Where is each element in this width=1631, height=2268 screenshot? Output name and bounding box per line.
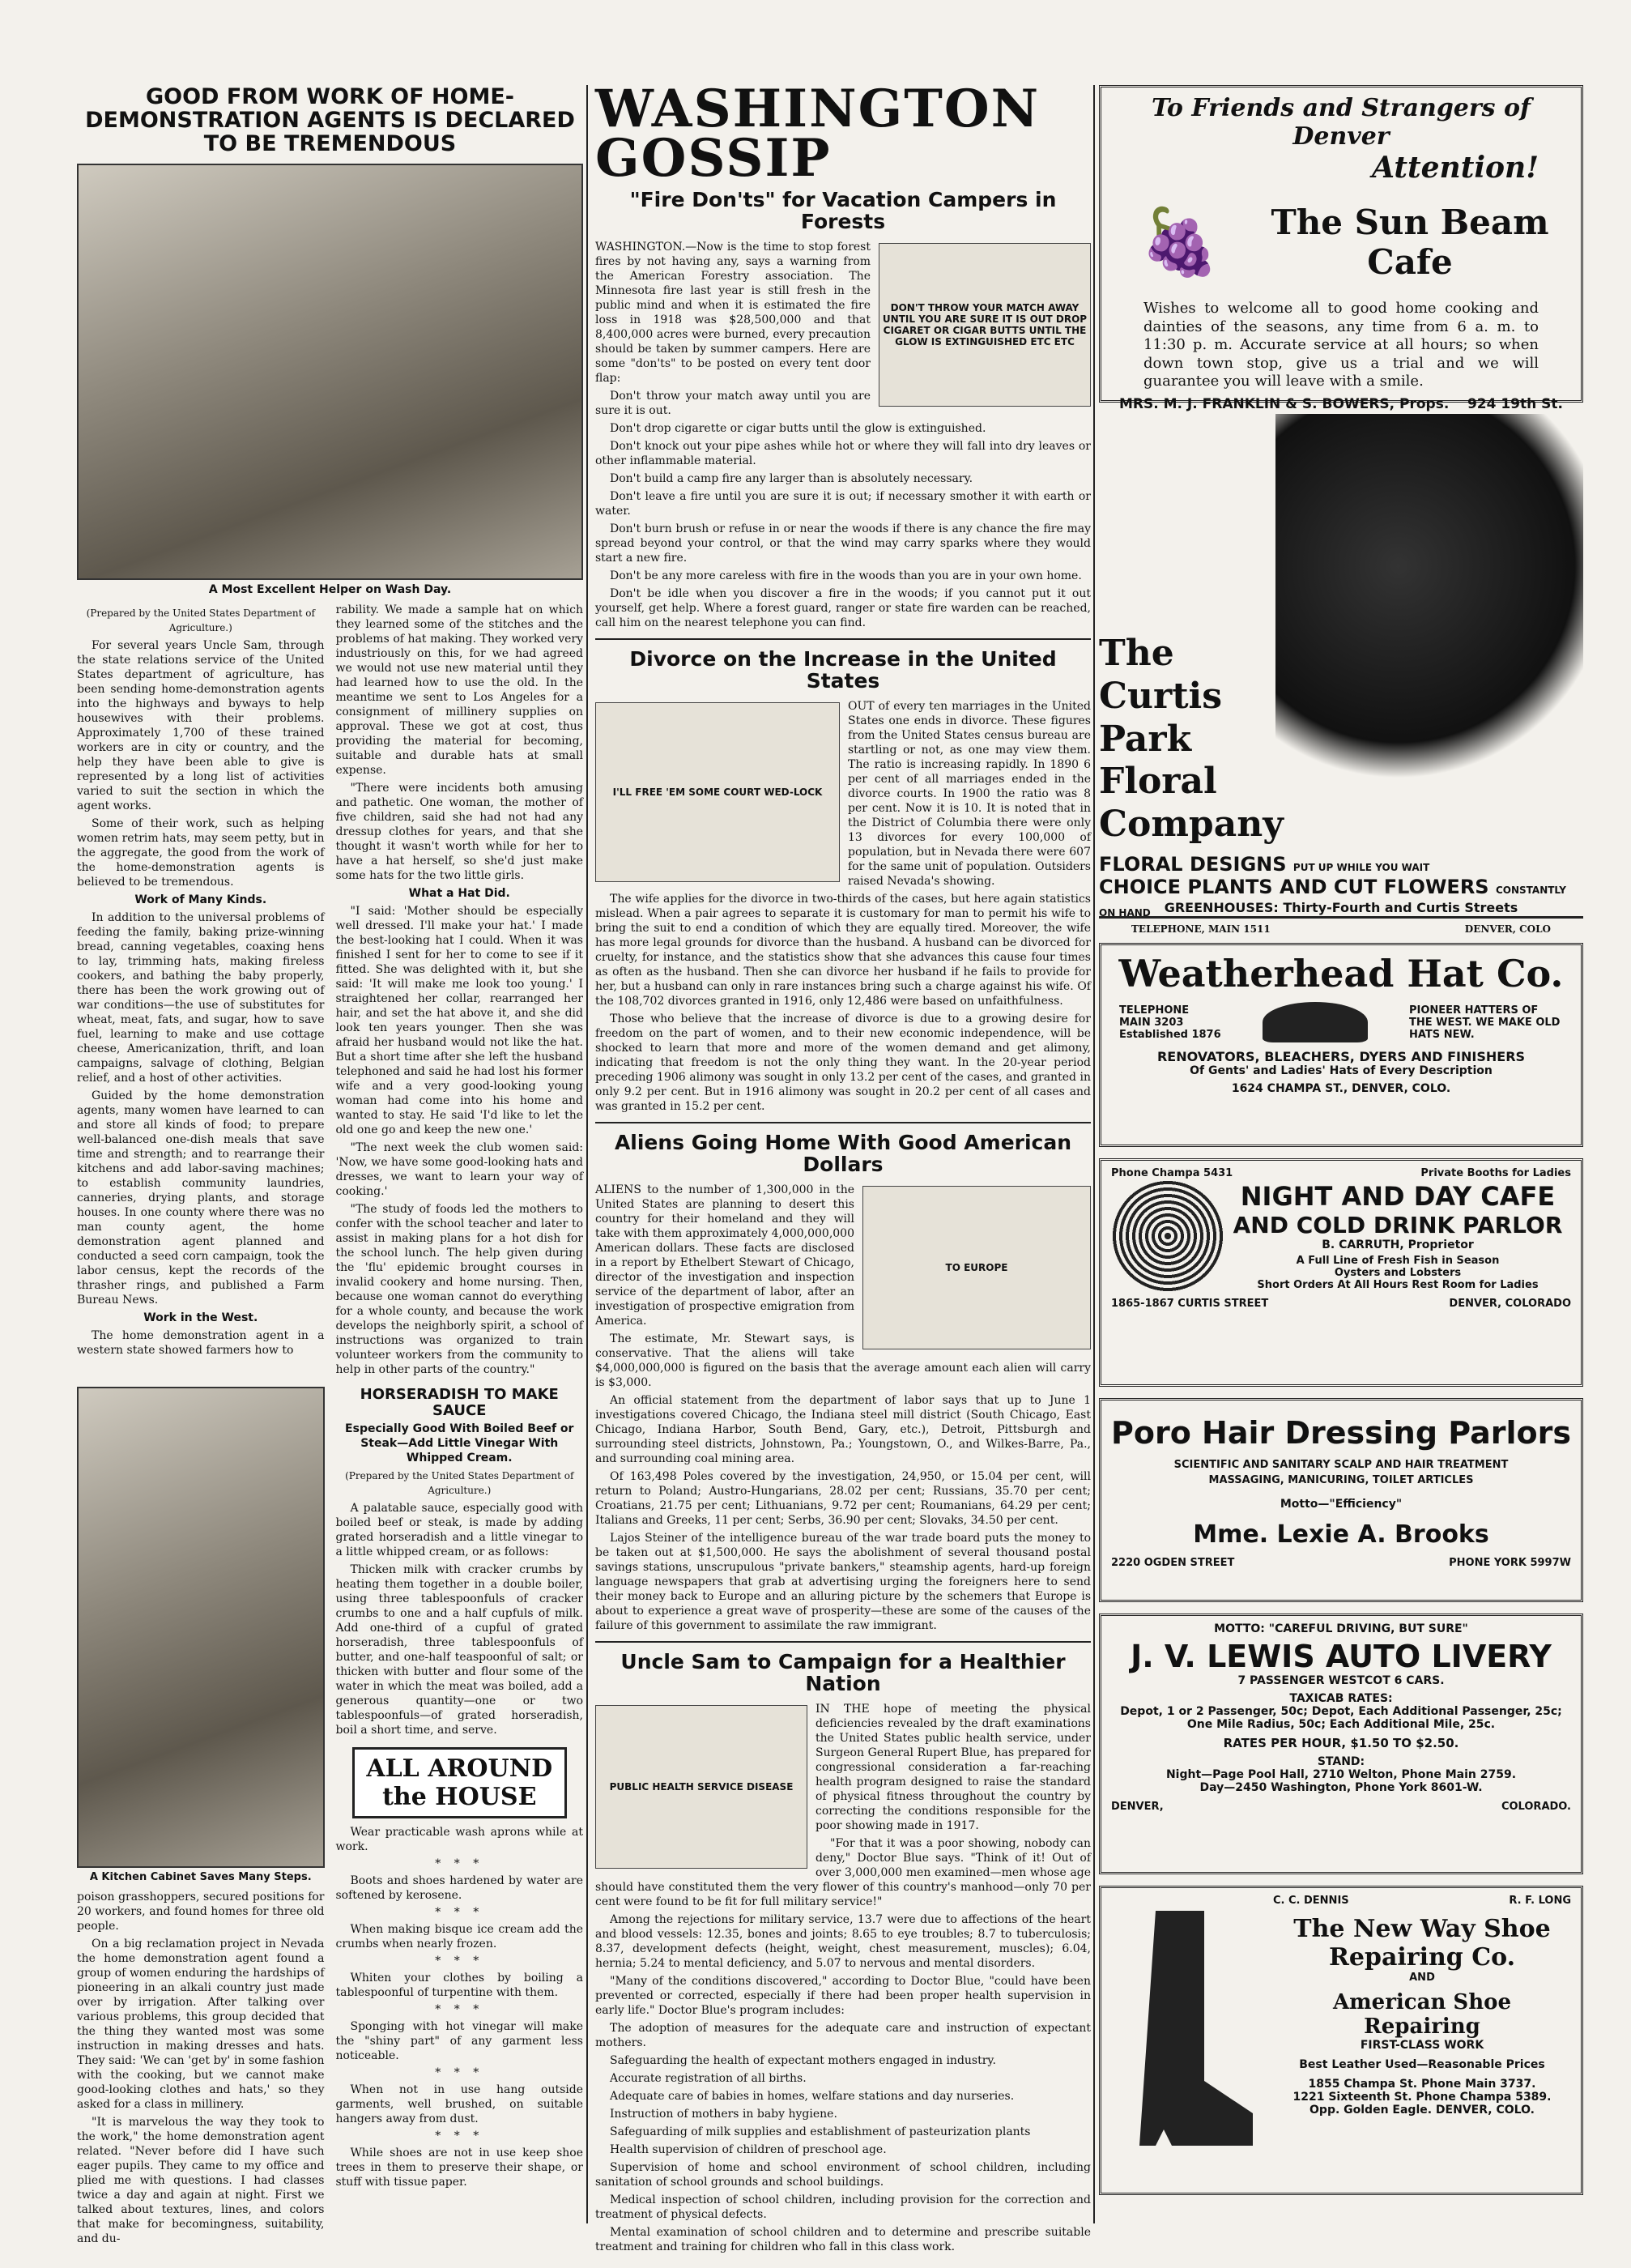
article-body	[77, 603, 583, 1380]
ad-name: Park	[1099, 718, 1192, 760]
boot-icon	[1111, 1895, 1273, 2170]
ad-lewis-auto-livery	[1099, 1614, 1583, 1874]
paragraph: Don't throw your match away until you are sure it is out.	[595, 389, 871, 417]
horseradish-title: HORSERADISH TO MAKE SAUCE	[360, 1386, 559, 1419]
section-rule	[595, 638, 1091, 640]
headline: GOOD FROM WORK OF HOME-DEMONSTRATION AGENTS IS DECLARED TO BE TREMENDOUS	[85, 84, 575, 157]
tip: While shoes are not in use keep shoe trees in them to preserve their shape, or stuff with tissue paper.	[335, 2146, 583, 2189]
ad-name: The	[1099, 633, 1174, 674]
paragraph: Of 163,498 Poles covered by the investigation, 24,950, or 15.04 per cent, will return to Poland; Austro-Hungarians, 28.02 per cent; Russians, 35.70 per cent; Croatians, 21.75 per cent; Lithuanians, 9.72 per cent; Roumanians, 64.29 per cent; Italians and Greeks, 11 per cent; Serbs, 36.90 per cent; Slovaks, 34.50 per cent.	[595, 1469, 1091, 1527]
ad-line: Oysters and Lobsters	[1334, 1267, 1462, 1279]
list-item: Accurate registration of all births.	[610, 2071, 807, 2085]
section-rule	[595, 1122, 1091, 1123]
photo-kitchen-cabinet	[77, 1387, 325, 1868]
ad-name: Weatherhead Hat Co.	[1118, 952, 1564, 995]
ad-poro-hair	[1099, 1398, 1583, 1602]
ad-line: PUT UP WHILE YOU WAIT	[1292, 862, 1430, 873]
ad-line: To Friends and Strangers of Denver	[1152, 94, 1531, 151]
divider: * * *	[435, 1906, 484, 1920]
ad-line: R. F. LONG	[1509, 1895, 1571, 1907]
ad-line: MRS. M. J. FRANKLIN & S. BOWERS, Props.	[1119, 395, 1450, 412]
credit: (Prepared by the United States Department of Agriculture.)	[86, 608, 315, 634]
paragraph: Lajos Steiner of the intelligence bureau of the war trade board puts the money to be taken out at $1,500,000. He says the abolishment of several thousand postal savings stations, unscrupulous "private bankers," steamship agents, hard-up foreign language newspapers that grab at advertising urging the foreigners here to send their money back to Europe and an alluring picture by the schemers that Europe is about to experience a great wave of prosperity—these are some of the causes of the failure of this government to assimilate the raw immigrant.	[595, 1531, 1091, 1632]
section-title: Divorce on the Increase in the United States	[629, 646, 1057, 693]
ad-curtis-park-floral	[1099, 414, 1583, 919]
list-item: Medical inspection of school children, including provision for the correction and treatment of physical defects.	[595, 2193, 1091, 2221]
ad-line: 1221 Sixteenth St. Phone Champa 5389.	[1292, 2091, 1552, 2104]
ad-line: 924 19th St.	[1467, 395, 1563, 412]
subhead: Work in the West.	[143, 1311, 258, 1325]
paragraph: ALIENS to the number of 1,300,000 in the United States are planning to desert this country for their homeland and they will take with them approximately 4,000,000,000 American dollars. These facts are disclosed in a report by Ethelbert Stewart of Chicago, director of the investigation and inspection service of the department of labor, after an investigation of prospective emigration from America.	[595, 1183, 854, 1328]
divider: * * *	[435, 1955, 484, 1968]
all-around-house-banner: ALL AROUND the HOUSE	[352, 1747, 568, 1818]
ad-line: Motto—"Efficiency"	[1280, 1498, 1403, 1511]
ad-line: FIRST-CLASS WORK	[1360, 2039, 1484, 2052]
list-item: Supervision of home and school environment of school children, including sanitation of school grounds and school buildings.	[595, 2160, 1091, 2189]
paragraph: Don't be idle when you discover a fire in the woods; if you cannot put it out yourself, get help. Where a forest guard, ranger or state fire warden can be reached, call him on the nearest telephone you can find.	[595, 586, 1091, 629]
ad-line: Attention!	[1372, 151, 1539, 185]
column-washington-gossip	[595, 79, 1091, 2257]
photo-caption: A Kitchen Cabinet Saves Many Steps.	[89, 1871, 312, 1884]
ad-name: The Sun Beam	[1271, 202, 1549, 242]
paragraph: Those who believe that the increase of divorce is due to a growing desire for freedom on the part of women, and to their new economic independence, will be shocked to learn that more and more of the women demand and get alimony, indicating that freedom is not the only thing they want. In the 20-year period preceding 1906 alimony was sought in only 13.2 per cent of the cases, and granted in only 9.2 per cent. But in 1916 alimony was sought in 20.2 per cent of all cases and was granted in 15.2 per cent.	[595, 1012, 1091, 1113]
ad-name: Company	[1099, 804, 1284, 846]
ad-line: 7 PASSENGER WESTCOT 6 CARS.	[1237, 1674, 1445, 1687]
divider: * * *	[435, 2129, 484, 2143]
tip: Whiten your clothes by boiling a tablespoonful of turpentine with them.	[335, 1972, 583, 2000]
section-title: Uncle Sam to Campaign for a Healthier Nation	[620, 1649, 1066, 1696]
flower-icon	[1275, 414, 1583, 795]
subhead: What a Hat Did.	[408, 887, 510, 901]
photo-caption: A Most Excellent Helper on Wash Day.	[208, 583, 452, 597]
paragraph: poison grasshoppers, secured positions for 20 workers, and found homes for three old people.	[77, 1891, 325, 1933]
ad-line: B. CARRUTH, Proprietor	[1322, 1238, 1474, 1251]
ad-line: AND	[1409, 1972, 1435, 1984]
paragraph: "There were incidents both amusing and pathetic. One woman, the mother of five children, said she had not had any dressup clothes for years, and that she thought it wasn't worth while for her to have a hat herself, so she'd just make some hats for the two little girls.	[335, 782, 583, 883]
list-item: Adequate care of babies in homes, welfare stations and day nurseries.	[610, 2089, 1015, 2103]
cartoon-divorce: I'LL FREE 'EM SOME COURT WED-LOCK	[595, 702, 840, 882]
ad-body: Wishes to welcome all to good home cooking and dainties of the seasons, any time from 6 a. m. to 11:30 p. m. Accurate service at all hours; so when down town stop, give us a trial and we will guarantee you will leave with a smile.	[1143, 300, 1539, 390]
section-rule	[595, 1641, 1091, 1643]
tip: When not in use hang outside garments, well brushed, on suitable hangers away from dust.	[335, 2083, 583, 2126]
ad-new-way-shoe	[1099, 1886, 1583, 2195]
list-item: Health supervision of children of preschool age.	[610, 2142, 887, 2156]
ad-line: MOTTO: "CAREFUL DRIVING, BUT SURE"	[1214, 1622, 1468, 1635]
paragraph: Don't leave a fire until you are sure it is out; if necessary smother it with earth or water.	[595, 489, 1091, 518]
divider: * * *	[435, 2003, 484, 2017]
subhead: Especially Good With Boiled Beef or Steak—Add Little Vinegar With Whipped Cream.	[345, 1422, 574, 1465]
ad-line: PIONEER HATTERS OF THE WEST. WE MAKE OLD HATS NEW.	[1409, 1004, 1561, 1041]
paragraph: Don't be any more careless with fire in the woods than you are in your own home.	[610, 569, 1082, 582]
list-item: Instruction of mothers in baby hygiene.	[610, 2107, 837, 2121]
ad-name: Repairing Co.	[1328, 1943, 1516, 1972]
paragraph: A palatable sauce, especially good with boiled beef or steak, is made by adding grated horseradish and a little vinegar to a little whipped cream, or as follows:	[335, 1502, 583, 1559]
ornament-icon	[1111, 1179, 1224, 1293]
ad-line: A Full Line of Fresh Fish in Season	[1296, 1255, 1500, 1267]
ad-line: PHONE YORK 5997W	[1449, 1557, 1571, 1569]
ad-line: Phone Champa 5431	[1111, 1167, 1233, 1179]
ad-line: Night—Page Pool Hall, 2710 Welton, Phone Main 2759.	[1165, 1768, 1517, 1781]
ad-name: Mme. Lexie A. Brooks	[1193, 1520, 1489, 1549]
paragraph: The home demonstration agent in a western state showed farmers how to	[77, 1329, 325, 1358]
ad-name: American Shoe Repairing	[1333, 1990, 1511, 2039]
ad-night-and-day-cafe	[1099, 1158, 1583, 1387]
ad-line: COLORADO.	[1501, 1801, 1571, 1813]
ad-line: MASSAGING, MANICURING, TOILET ARTICLES	[1208, 1474, 1474, 1486]
ad-line: RATES PER HOUR, $1.50 TO $2.50.	[1223, 1736, 1459, 1750]
paragraph: "I said: 'Mother should be especially well dressed. I'll make your hat.' I made the best-looking hat I could. When it was finished I sent for her to come to see if it fitted. She was delighted with it, but she said: 'It will make me look too young.' I straightened her collar, rearranged her hair, and set the hat above it, and she did look ten years younger. Then she was afraid her husband would not like the hat. But a short time after she left the husband telephoned and said he had lost his former wife and a very good-looking young woman had come into his home and wanted to stay. He said 'I'd like to let the old one go and keep the new one.'	[335, 905, 583, 1137]
ad-name: Floral	[1099, 761, 1217, 803]
paragraph: rability. We made a sample hat on which they learned some of the stitches and the problems of hat making. They worked very industriously on this, for we had agreed we would not use new material until they had learned how to use the old. In the meantime we sent to Los Angeles for a consignment of millinery supplies on approval. These we got at cost, thus providing the material for becoming, suitable and durable hats at small expense.	[335, 603, 583, 778]
column-rule	[586, 85, 588, 2223]
paragraph: In addition to the universal problems of feeding the family, baking prize-winning bread, canning vegetables, coaxing hens to lay, trimming hats, making fireless cookers, and bathing the baby properly, there has been the work growing out of war conditions—the use of substitutes for wheat, meat, fats, and sugar, how to save fuel, learning to make and use cottage cheese, Americanization, thrift, and loan campaigns, salvage of clothing, Belgian relief, and a host of other activities.	[77, 911, 325, 1085]
tip: Wear practicable wash aprons while at work.	[335, 1826, 583, 1854]
ad-line: GREENHOUSES: Thirty-Fourth and Curtis Streets	[1164, 900, 1518, 915]
ad-line: Established 1876	[1119, 1028, 1221, 1041]
paragraph: OUT of every ten marriages in the United States one ends in divorce. These figures from the United States census bureau are startling or not, as one may view them. The ratio is increasing rapidly. In 1890 6 per cent of all marriages ended in the divorce courts. In 1900 the ratio was 8 per cent. Now it is 10. It is noted that in the District of Columbia there were only 13 divorces for every 100,000 of population, but in Nevada there were 607 for the same unit of population. Outsiders raised Nevada's showing.	[848, 699, 1091, 888]
fruit-bowl-icon: 🍇	[1139, 204, 1220, 279]
cartoon-fire-donts: DON'T THROW YOUR MATCH AWAY UNTIL YOU ARE SURE IT IS OUT DROP CIGARET OR CIGAR BUTTS UNTIL THE GLOW IS EXTINGUISHED ETC ETC	[879, 243, 1091, 407]
ad-line: TELEPHONE, MAIN 1511	[1131, 923, 1271, 935]
paragraph: For several years Uncle Sam, through the state relations service of the United States department of agriculture, has been sending home-demonstration agents into the highways and byways to help housewives with their problems. Approximately 1,700 of these trained workers are in city or country, and the help they have been able to give is represented by a long list of activities varied to suit the section in which the agent works.	[77, 639, 325, 813]
ad-line: Private Booths for Ladies	[1420, 1167, 1571, 1179]
tip: When making bisque ice cream add the crumbs when nearly frozen.	[335, 1923, 583, 1951]
tip: Sponging with hot vinegar will make the "shiny part" of any garment less noticeable.	[335, 2020, 583, 2063]
ad-line: C. C. DENNIS	[1273, 1895, 1349, 1907]
paragraph: On a big reclamation project in Nevada the home demonstration agent found a group of women enduring the hardships of pioneering in an alkali country just made over by irrigation. After talking over various problems, this group decided that the thing they wanted most was some instruction in making dresses and hats. They said: 'We can 'get by' in some fashion with the cooking, but we cannot make good-looking clothes and hats,' so they asked for a class in millinery.	[77, 1938, 325, 2112]
credit: (Prepared by the United States Department of Agriculture.)	[345, 1470, 574, 1497]
column-advertisements	[1099, 85, 1583, 2206]
divider: * * *	[435, 2066, 484, 2080]
ad-line: Opp. Golden Eagle. DENVER, COLO.	[1309, 2104, 1535, 2117]
ad-name: Poro Hair Dressing Parlors	[1111, 1415, 1571, 1451]
ad-line: MAIN 3203	[1119, 1016, 1184, 1029]
ad-line: TELEPHONE	[1119, 1004, 1190, 1017]
section-title: Aliens Going Home With Good American Dollars	[614, 1130, 1072, 1177]
ad-line: SCIENTIFIC AND SANITARY SCALP AND HAIR TREATMENT	[1173, 1459, 1509, 1471]
column-home-demonstration	[77, 85, 583, 2249]
paragraph: Some of their work, such as helping women retrim hats, may seem petty, but in the aggregate, the good from the work of the home-demonstration agents is believed to be tremendous.	[77, 817, 325, 889]
paragraph: Don't build a camp fire any larger than is absolutely necessary.	[610, 471, 973, 485]
ad-line: 2220 OGDEN STREET	[1111, 1557, 1235, 1569]
paragraph: WASHINGTON.—Now is the time to stop forest fires by not having any, says a warning from the American Forestry association. The Minnesota fire last year is still fresh in the public mind and when it is estimated the fire loss in 1918 was $28,500,000 and that 8,400,000 acres were burned, every precaution should be taken by summer campers. Here are some "don'ts" to be posted on every tent door flap:	[595, 240, 871, 385]
ad-name: The New Way Shoe	[1293, 1915, 1551, 1943]
paragraph: Don't drop cigarette or cigar butts until the glow is extinguished.	[610, 421, 986, 435]
ad-line: Of Gents' and Ladies' Hats of Every Description	[1190, 1064, 1493, 1077]
ad-sun-beam-cafe	[1099, 85, 1583, 412]
section-title: "Fire Don'ts" for Vacation Campers in Forests	[629, 187, 1057, 234]
ad-line: 1865-1867 CURTIS STREET	[1111, 1298, 1269, 1310]
ad-line: RENOVATORS, BLEACHERS, DYERS AND FINISHERS	[1156, 1049, 1526, 1064]
paragraph: Thicken milk with cracker crumbs by heating them together in a double boiler, using three tablespoonfuls of cracker crumbs to one and a half cupfuls of milk. Add one-third of a cupful of grated horseradish, three tablespoonfuls of butter, and one-half teaspoonful of salt; or thicken with butter and flour some of the water in which the meat was boiled, add a generous quantity—one or two tablespoonfuls—of grated horseradish, boil a short time, and serve.	[335, 1563, 583, 1737]
ad-line: CONSTANTLY ON HAND	[1099, 885, 1566, 919]
ad-weatherhead-hat	[1099, 943, 1583, 1147]
ad-line: 1855 Champa St. Phone Main 3737.	[1308, 2078, 1536, 2091]
paragraph: "The study of foods led the mothers to confer with the school teacher and later to assist in making plans for a hot dish for the school lunch. The help given during the 'flu' epidemic brought courses in invalid cookery and home nursing. Then, because one woman cannot do everything for a whole county, and because the work develops the neighborly spirit, a school of instructions was organized to train volunteer workers from the community to help in other parts of the country."	[335, 1203, 583, 1377]
list-item: Mental examination of school children and to determine and prescribe suitable treatment and training for children who fall in this class work.	[595, 2225, 1091, 2253]
paragraph: Among the rejections for military service, 13.7 were due to affections of the heart and blood vessels: 12.35, bones and joints; 8.65 to eye troubles; 8.7 to tuberculosis; 8.37, development defects (height, weight, chest measurement, muscles); 6.04, hernia; 5.24 to mental deficiency, and 5.07 to nervous and mental disorders.	[595, 1912, 1091, 1970]
paragraph: IN THE hope of meeting the physical deficiencies revealed by the draft examinations the United States public health service, under Surgeon General Rupert Blue, has prepared for congressional consideration a far-reaching health program designed to raise the standard of physical fitness throughout the country by correcting the conditions responsible for the poor showing made in 1917.	[816, 1702, 1091, 1832]
paragraph: "For that it was a poor showing, nobody can deny," Doctor Blue says. "Think of it! Out of over 3,000,000 men examined—men whose age should have constituted them the very flower of this country's manhood—only 70 per cent were found to be fit for full military service!"	[595, 1836, 1091, 1908]
subhead: Work of Many Kinds.	[134, 893, 267, 907]
ad-name: AND COLD DRINK PARLOR	[1233, 1212, 1563, 1238]
ad-name: Curtis	[1099, 675, 1223, 717]
paragraph: An official statement from the department of labor says that up to June 1 investigations covered Chicago, the Indiana steel mill district (South Chicago, East Chicago, Indiana Harbor, South Bend, Gary, etc.), Detroit, Pittsburgh and surrounding steel districts, Johnstown, Pa.; Youngstown, O., and Wilkes-Barre, Pa., and surrounding coal mining area.	[595, 1393, 1091, 1465]
paragraph: The wife applies for the divorce in two-thirds of the cases, but here again statistics mislead. When a pair agrees to separate it is customary for man to permit his wife to bring the suit to end a condition of which they are equally tired. Moreover, the wife has more legal grounds for divorce than the husband. A husband can be divorced for cruelty, for instance, and the statistics show that she advances this cause four times as often as the husband. Then she can divorce her husband if he fails to provide for her, but a husband can only in rare instances bring such a charge against his wife. Of the 108,702 divorces granted in 1916, only 12,486 were based on unfaithfulness.	[595, 892, 1091, 1008]
paragraph: "The next week the club women said: 'Now, we have some good-looking hats and dresses, we want to learn your way of cooking.'	[335, 1141, 583, 1199]
cartoon-aliens: TO EUROPE	[862, 1186, 1091, 1349]
hat-icon	[1263, 1002, 1368, 1042]
column-rule	[1093, 85, 1095, 2223]
ad-line: STAND:	[1317, 1755, 1365, 1768]
tip: Boots and shoes hardened by water are softened by kerosene.	[335, 1874, 583, 1903]
ad-name: J. V. LEWIS AUTO LIVERY	[1131, 1639, 1552, 1674]
paragraph: Don't burn brush or refuse in or near the woods if there is any chance the fire may spread beyond your control, or that the wind may carry sparks where they would start a new fire.	[595, 522, 1091, 565]
ad-line: DENVER,	[1111, 1801, 1164, 1813]
ad-line: 1624 CHAMPA ST., DENVER, COLO.	[1231, 1082, 1451, 1095]
paragraph: "Many of the conditions discovered," according to Doctor Blue, "could have been prevented or corrected, especially if there had been proper health supervision in early life." Doctor Blue's program includes:	[595, 1974, 1091, 2017]
photo-wash-day	[77, 164, 583, 580]
paragraph: The estimate, Mr. Stewart says, is conservative. That the aliens will take $4,000,000,000 is figured on the basis that the average amount each alien will carry is $3,000.	[595, 1332, 1091, 1389]
paragraph: Don't knock out your pipe ashes while hot or where they will fall into dry leaves or other inflammable material.	[595, 439, 1091, 467]
newspaper-page	[77, 79, 1583, 2253]
ad-line: CHOICE PLANTS AND CUT FLOWERS	[1099, 876, 1489, 898]
paragraph: "It is marvelous the way they took to the work," the home demonstration agent related. "Never before did I have such eager pupils. They came to my office and plied me with questions. I had classes twice a day and again at night. First we talked about textures, lines, and colors that make for becomingness, suitability, and du-	[77, 2116, 325, 2246]
ad-name: Cafe	[1367, 242, 1453, 282]
ad-line: Best Leather Used—Reasonable Prices	[1299, 2058, 1545, 2071]
ad-line: Depot, 1 or 2 Passenger, 50c; Depot, Each Additional Passenger, 25c; One Mile Radius, 50c; Each Additional Mile, 25c.	[1120, 1705, 1562, 1731]
ad-line: Short Orders At All Hours Rest Room for Ladies	[1257, 1279, 1539, 1291]
ad-name: NIGHT AND DAY CAFE	[1240, 1181, 1556, 1212]
ad-line: DENVER, COLORADO	[1449, 1298, 1571, 1310]
cartoon-health: PUBLIC HEALTH SERVICE DISEASE	[595, 1705, 807, 1869]
ad-line: FLORAL DESIGNS	[1099, 853, 1287, 876]
list-item: Safeguarding the health of expectant mothers engaged in industry.	[610, 2053, 996, 2067]
ad-line: DENVER, COLO	[1464, 923, 1551, 935]
washington-gossip-banner: WASHINGTON GOSSIP	[595, 79, 1041, 189]
ad-line: Day—2450 Washington, Phone York 8601-W.	[1199, 1781, 1483, 1794]
ad-line: TAXICAB RATES:	[1289, 1692, 1393, 1705]
list-item: The adoption of measures for the adequate care and instruction of expectant mothers.	[595, 2021, 1091, 2049]
paragraph: Guided by the home demonstration agents, many women have learned to can and store all kinds of food; to prepare well-balanced one-dish meals that save time and strength; and to rearrange their kitchens and add labor-saving machines; to establish community laundries, canneries, drying plants, and storage houses. In one county where there was no man county agent, the home demonstration agent planned and conducted a seed corn campaign, took the labor census, kept the records of the thrasher rings, and published a Farm Bureau News.	[77, 1089, 325, 1307]
divider: * * *	[435, 1857, 484, 1871]
list-item: Safeguarding of milk supplies and establishment of pasteurization plants	[610, 2125, 1031, 2138]
